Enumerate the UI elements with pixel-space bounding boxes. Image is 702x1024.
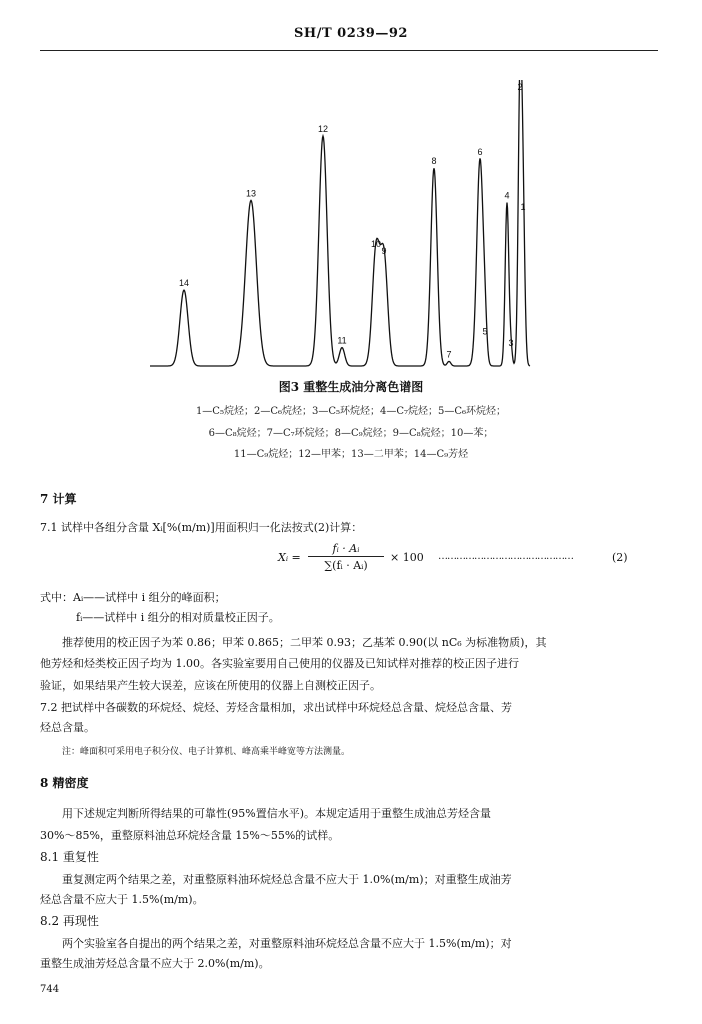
peak-label-8: 8 [431, 156, 437, 167]
formula-denominator: ∑(fᵢ · Aᵢ) [324, 559, 368, 572]
chromatogram-trace [150, 80, 530, 366]
recommend-line-1: 推荐使用的校正因子为苯 0.86；甲苯 0.865；二甲苯 0.93；乙基苯 0.90(以 nC₆ 为标准物质)，其 [62, 636, 547, 649]
recommend-line-2: 他芳烃和烃类校正因子均为 1.00。各实验室要用自己使用的仪器及已知试样对推荐的校正因子进行 [40, 657, 519, 670]
formula-leader-dots: ……………………………………… [438, 551, 573, 562]
peak-label-5: 5 [482, 326, 488, 337]
reproducibility-line-1: 两个实验室各自提出的两个结果之差，对重整原料油环烷烃总含量不应大于 1.5%(m/m)；对 [62, 937, 512, 950]
formula-number: (2) [612, 551, 628, 564]
chromatogram [150, 80, 540, 376]
peak-label-12: 12 [317, 124, 329, 134]
peak-label-7: 7 [446, 349, 452, 360]
note: 注：峰面积可采用电子积分仪、电子计算机、峰高乘半峰宽等方法测量。 [62, 747, 351, 757]
para-7-2-line-1: 7.2 把试样中各碳数的环烷烃、烷烃、芳烃含量相加，求出试样中环烷烃总含量、烷烃总含量、芳 [40, 701, 512, 714]
peak-label-11: 11 [337, 335, 347, 346]
figure-legend-line-1: 1—C₅烷烃；2—C₆烷烃；3—C₅环烷烃；4—C₇烷烃；5—C₆环烷烃； [195, 406, 507, 417]
peak-label-2: 2 [517, 82, 523, 92]
repeatability-line-2: 烃总含量不应大于 1.5%(m/m)。 [40, 893, 204, 906]
where-f: fᵢ——试样中 i 组分的相对质量校正因子。 [76, 611, 280, 624]
figure-caption: 图3 重整生成油分离色谱图 [278, 380, 424, 394]
formula-numerator: fᵢ · Aᵢ [308, 542, 384, 557]
peak-label-6: 6 [477, 147, 483, 157]
recommend-line-3: 验证，如果结果产生较大误差，应该在所使用的仪器上自测校正因子。 [40, 679, 381, 692]
section-7-title: 7 计算 [40, 492, 77, 506]
peak-label-3: 3 [508, 337, 514, 348]
peak-label-1: 1 [520, 202, 526, 213]
sec8-para-line-1: 用下述规定判断所得结果的可靠性(95%置信水平)。本规定适用于重整生成油总芳烃含量 [62, 807, 492, 820]
peak-label-9: 9 [381, 245, 387, 256]
formula-2 [278, 542, 638, 582]
formula-fraction [308, 542, 384, 572]
section-8-1-title: 8.1 重复性 [40, 850, 99, 864]
repeatability-line-1: 重复测定两个结果之差，对重整原料油环烷烃总含量不应大于 1.0%(m/m)；对重整生成油芳 [62, 873, 512, 886]
section-8-title: 8 精密度 [40, 776, 89, 790]
header-rule [40, 50, 658, 51]
section-8-2-title: 8.2 再现性 [40, 914, 99, 928]
para-7-1: 7.1 试样中各组分含量 Xᵢ[%(m/m)]用面积归一化法按式(2)计算： [40, 521, 363, 534]
peak-label-14: 14 [178, 278, 190, 289]
reproducibility-line-2: 重整生成油芳烃总含量不应大于 2.0%(m/m)。 [40, 957, 270, 970]
peak-label-10: 10 [370, 239, 382, 249]
page-number: 744 [40, 984, 60, 995]
standard-code-header: SH/T 0239—92 [294, 26, 408, 41]
peak-label-13: 13 [245, 188, 257, 199]
peak-label-4: 4 [504, 190, 510, 201]
formula-multiplier: × 100 [390, 551, 424, 564]
para-7-2-line-2: 烃总含量。 [40, 721, 95, 734]
figure-legend-line-3: 11—C₉烷烃；12—甲苯；13—二甲苯；14—C₉芳烃 [233, 449, 469, 460]
formula-lhs: Xᵢ = [278, 551, 301, 564]
sec8-para-line-2: 30%～85%，重整原料油总环烷烃含量 15%～55%的试样。 [40, 829, 340, 842]
where-a: 式中：Aᵢ——试样中 i 组分的峰面积； [40, 591, 226, 604]
figure-legend-line-2: 6—C₈烷烃；7—C₇环烷烃；8—C₉烷烃；9—C₈烷烃；10—苯； [208, 428, 494, 439]
